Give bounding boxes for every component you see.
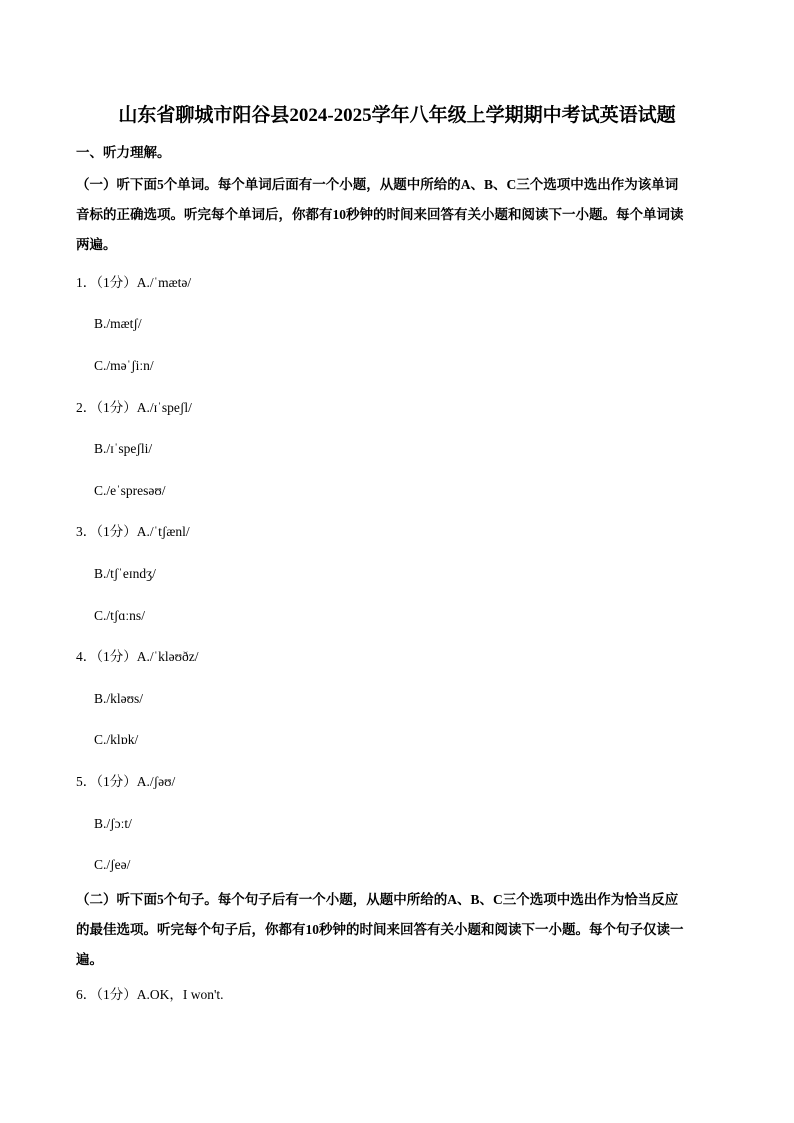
question-3-stem: 3．（1分）A./ˈtʃænl/ — [76, 524, 190, 539]
section-heading-listening: 一、听力理解。 — [76, 145, 171, 160]
part2-instruction-line: （二）听下面5个句子。每个句子后有一个小题，从题中所给的A、B、C三个选项中选出作为恰当反应 — [76, 892, 679, 907]
question-4-option-c: C./klɒk/ — [94, 732, 139, 747]
question-5-option-b: B./ʃɔːt/ — [94, 816, 132, 831]
question-1-option-c: C./məˈʃiːn/ — [94, 358, 154, 373]
part1-instruction-line: （一）听下面5个单词。每个单词后面有一个小题，从题中所给的A、B、C三个选项中选出作为该单词 — [76, 177, 679, 192]
part2-instruction-line: 遍。 — [76, 952, 103, 967]
part1-instructions — [76, 170, 721, 260]
question-3-option-b: B./tʃˈeɪndʒ/ — [94, 566, 156, 581]
question-3-option-c: C./tʃɑːns/ — [94, 608, 145, 623]
question-2-option-c: C./eˈspresəʊ/ — [94, 483, 166, 498]
part2-instructions — [76, 885, 721, 975]
question-1-option-b: B./mætʃ/ — [94, 316, 142, 331]
part1-instruction-line: 两遍。 — [76, 237, 117, 252]
part2-instruction-line: 的最佳选项。听完每个句子后，你都有10秒钟的时间来回答有关小题和阅读下一小题。每个句子仅读一 — [76, 922, 684, 937]
question-4-option-b: B./kləʊs/ — [94, 691, 144, 706]
question-1-stem: 1．（1分）A./ˈmætə/ — [76, 275, 192, 290]
question-5-stem: 5．（1分）A./ʃəʊ/ — [76, 774, 176, 789]
question-5-option-c: C./ʃeə/ — [94, 857, 131, 872]
question-4-stem: 4．（1分）A./ˈkləʊðz/ — [76, 649, 199, 664]
part1-instruction-line: 音标的正确选项。听完每个单词后，你都有10秒钟的时间来回答有关小题和阅读下一小题。每个单词读 — [76, 207, 684, 222]
question-2-stem: 2．（1分）A./ɪˈspeʃl/ — [76, 400, 192, 415]
question-6-stem: 6．（1分）A.OK，I won't. — [76, 987, 224, 1002]
question-2-option-b: B./ɪˈspeʃli/ — [94, 441, 153, 456]
page-title: 山东省聊城市阳谷县2024-2025学年八年级上学期期中考试英语试题 — [118, 105, 676, 126]
